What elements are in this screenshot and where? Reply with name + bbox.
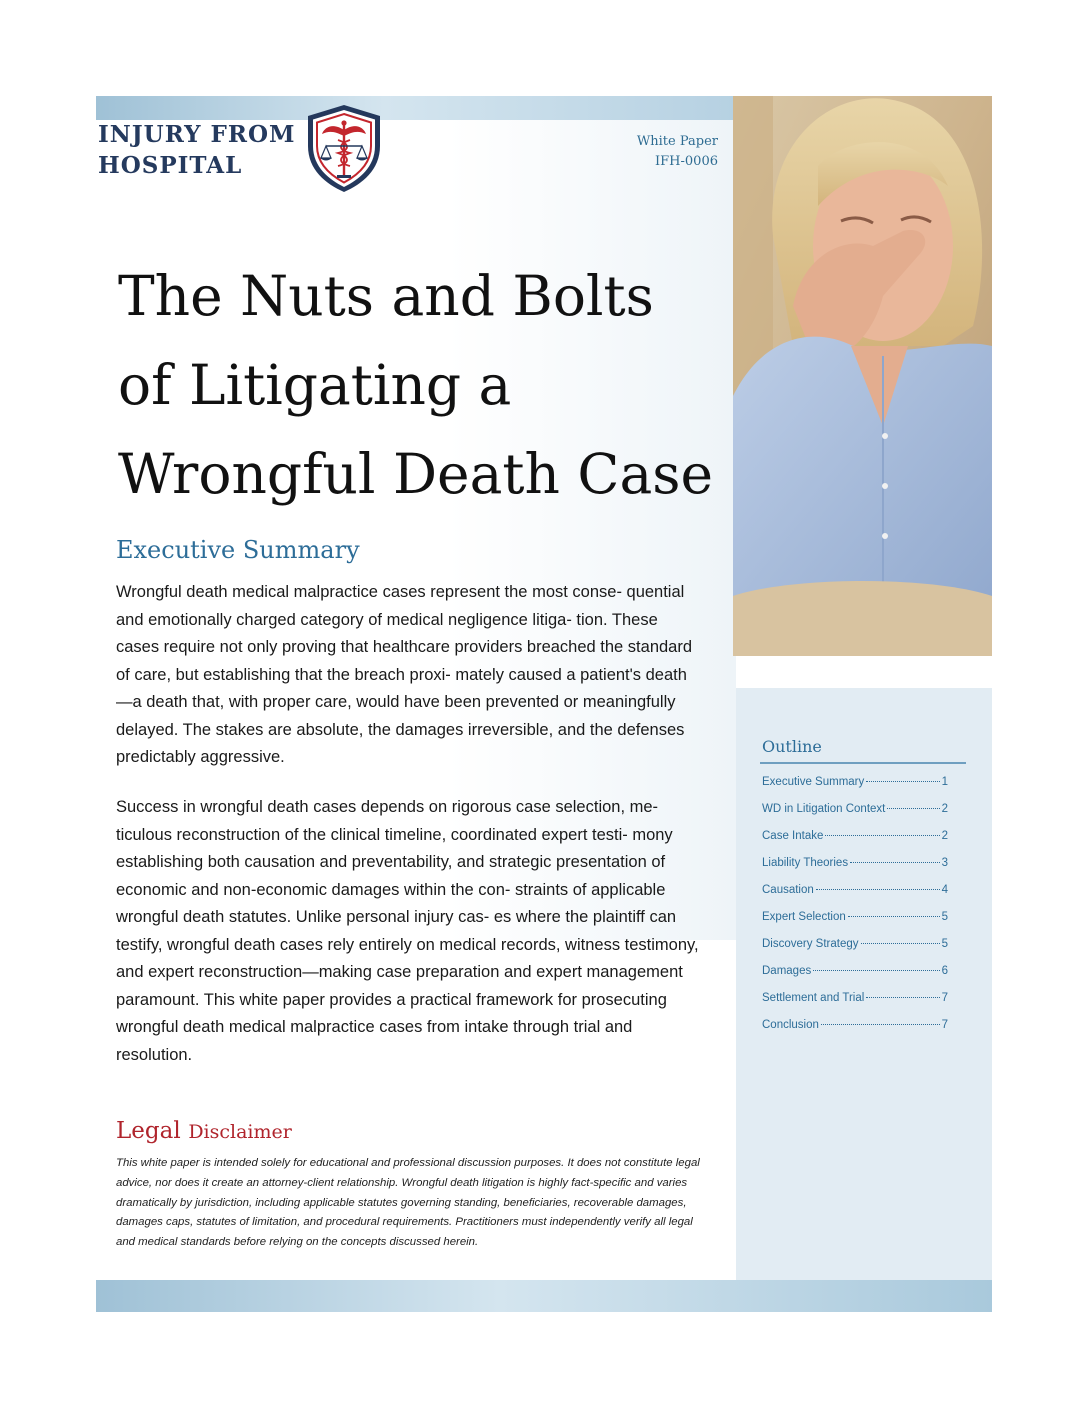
toc-label: Expert Selection	[762, 911, 846, 923]
bottom-decorative-bar	[96, 1280, 992, 1312]
toc-leader	[848, 916, 940, 917]
executive-summary-paragraph-2: Success in wrongful death cases depends on rigorous case selection, me- ticulous reconstruction of the clinical timeline, coordinated expert testi- mony establishing both causation and preventability, and strategic presentation of economic and non-economic damages within the con- straints of applicable wrongful death statutes. Unlike personal injury cas- es where the plaintiff can testify, wrongful death cases rely entirely on medical records, witness testimony, and expert reconstruction—making case preparation and expert management paramount. This white paper provides a practical framework for prosecuting wrongful death medical malpractice cases from intake through trial and resolution.	[116, 798, 699, 1064]
toc-leader	[861, 943, 940, 944]
toc-item-causation[interactable]	[762, 884, 948, 911]
logo	[98, 117, 388, 197]
toc-page: 7	[941, 1019, 948, 1031]
toc-item-damages[interactable]	[762, 965, 948, 992]
executive-summary-heading: Executive Summary	[116, 536, 360, 564]
toc-label: Executive Summary	[762, 776, 865, 788]
table-of-contents	[762, 776, 948, 1046]
toc-item-settlement-and-trial[interactable]	[762, 992, 948, 1019]
toc-label: Settlement and Trial	[762, 992, 865, 1004]
toc-label: Conclusion	[762, 1019, 819, 1031]
legal-heading-word: Legal	[116, 1118, 181, 1144]
title-line-2: of Litigating a	[118, 353, 512, 417]
toc-label: Case Intake	[762, 830, 824, 842]
logo-line-1: INJURY FROM	[98, 121, 296, 148]
title-line-3: Wrongful Death Case	[118, 442, 714, 506]
toc-page: 1	[941, 776, 948, 788]
toc-page: 5	[941, 911, 948, 923]
toc-label: Damages	[762, 965, 812, 977]
toc-item-wd-litigation-context[interactable]	[762, 803, 948, 830]
toc-page: 7	[941, 992, 948, 1004]
disclaimer-heading-word: Disclaimer	[188, 1121, 292, 1143]
toc-item-expert-selection[interactable]	[762, 911, 948, 938]
grieving-woman-photo	[733, 96, 992, 656]
toc-item-executive-summary[interactable]	[762, 776, 948, 803]
toc-leader	[821, 1024, 940, 1025]
legal-disclaimer-text: This white paper is intended solely for educational and professional discussion purposes. It does not constitute legal advice, nor does it create an attorney-client relationship. Wrongful death litigation is highly fact-specific and varies dramatically by jurisdiction, including applicable statutes governing standing, beneficiaries, recoverable damages, damages caps, statutes of limitation, and procedural requirements. Practitioners must independently verify all legal and medical standards before relying on the concepts discussed herein.	[116, 1157, 700, 1249]
logo-line-2: HOSPITAL	[98, 152, 243, 179]
toc-leader	[813, 970, 939, 971]
toc-page: 6	[941, 965, 948, 977]
outline-heading: Outline	[762, 737, 822, 756]
toc-label: Liability Theories	[762, 857, 849, 869]
toc-item-discovery-strategy[interactable]	[762, 938, 948, 965]
logo-text	[98, 119, 296, 181]
toc-leader	[866, 997, 939, 998]
document-type: White Paper	[636, 134, 718, 149]
toc-label: Causation	[762, 884, 814, 896]
toc-page: 2	[941, 830, 948, 842]
toc-leader	[816, 889, 940, 890]
legal-disclaimer-heading	[116, 1116, 292, 1144]
toc-label: WD in Litigation Context	[762, 803, 886, 815]
title-line-1: The Nuts and Bolts	[118, 264, 654, 328]
executive-summary-paragraph-1: Wrongful death medical malpractice cases represent the most conse- quential and emotionally charged category of medical negligence litiga- tion. These cases require not only proving that healthcare providers breached the standard of care, but establishing that the breach proxi- mately caused a patient's death—a death that, with proper care, would have been prevented or meaningfully delayed. The stakes are absolute, the damages irreversible, and the defenses predictably aggressive.	[116, 583, 693, 766]
toc-item-liability-theories[interactable]	[762, 857, 948, 884]
toc-leader	[825, 835, 939, 836]
toc-leader	[850, 862, 940, 863]
toc-page: 4	[941, 884, 948, 896]
toc-item-case-intake[interactable]	[762, 830, 948, 857]
toc-leader	[887, 808, 939, 809]
page-title	[118, 252, 718, 519]
toc-item-conclusion[interactable]	[762, 1019, 948, 1046]
caduceus-shield-icon	[304, 102, 384, 194]
toc-page: 5	[941, 938, 948, 950]
document-id: IFH-0006	[655, 154, 718, 169]
outline-divider	[760, 762, 966, 764]
toc-label: Discovery Strategy	[762, 938, 859, 950]
toc-page: 2	[941, 803, 948, 815]
toc-page: 3	[941, 857, 948, 869]
toc-leader	[866, 781, 939, 782]
document-meta	[637, 132, 718, 172]
